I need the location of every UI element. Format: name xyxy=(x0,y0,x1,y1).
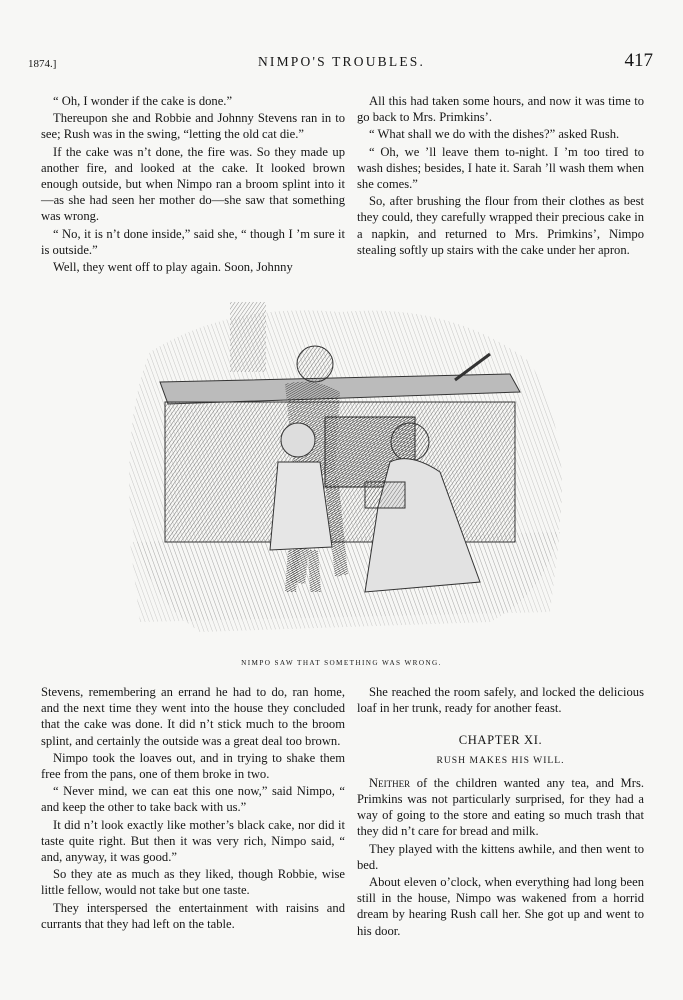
paragraph: They interspersed the entertainment with raisins and currants that they had left on the table. xyxy=(41,900,345,931)
page-number: 417 xyxy=(624,50,653,71)
lead-word: Neither xyxy=(369,775,411,790)
left-column-top xyxy=(41,93,345,276)
paragraph: Well, they went off to play again. Soon, Johnny xyxy=(53,260,293,275)
engraving-illustration xyxy=(110,292,580,648)
illustration-caption: NIMPO SAW THAT SOMETHING WAS WRONG. xyxy=(241,659,442,667)
running-title: NIMPO'S TROUBLES. xyxy=(257,54,426,69)
chapter-heading: CHAPTER XI. xyxy=(458,733,543,748)
paragraph: “ No, it is n’t done inside,” said she, “ though I ’m sure it is outside.” xyxy=(41,226,345,257)
paragraph-text: of the children wanted any tea, and Mrs. Primkins was not particularly surprised, for they had a way of going to the store and eating so much trash that they did n’t care for bread and milk. xyxy=(357,775,644,839)
chapter-subheading: RUSH MAKES HIS WILL. xyxy=(436,754,565,766)
paragraph: They played with the kittens awhile, and then went to bed. xyxy=(357,841,644,872)
paragraph: It did n’t look exactly like mother’s black cake, nor did it taste quite right. But then it was very rich, Nimpo said, “ and, anyway, it was good.” xyxy=(41,817,345,865)
paragraph: Thereupon she and Robbie and Johnny Stevens ran in to see; Rush was in the swing, “letting the old cat die.” xyxy=(41,111,345,142)
paragraph: About eleven o’clock, when everything had long been still in the house, Nimpo was wakened from a horrid dream by hearing Rush call her. She got up and went to his door. xyxy=(357,875,644,938)
paragraph: “ Never mind, we can eat this one now,” said Nimpo, “ and keep the other to take back with us.” xyxy=(41,784,345,815)
paragraph: Stevens, remembering an errand he had to do, ran home, and the next time they went into the house they concluded that the cake was done. It did n’t stick much to the broom splint, and certainly the outside was a great deal too brown. xyxy=(41,685,345,748)
paragraph: All this had taken some hours, and now it was time to go back to Mrs. Primkins’. xyxy=(357,94,644,125)
paragraph: “ What shall we do with the dishes?” asked Rush. xyxy=(369,127,620,142)
right-column-top xyxy=(357,93,644,259)
paragraph: If the cake was n’t done, the fire was. So they made up another fire, and looked at the cake. It looked brown enough outside, but when Nimpo ran a broom splint into it—as she had seen her mother do—she saw that something was wrong. xyxy=(41,144,345,224)
paragraph: “ Oh, I wonder if the cake is done.” xyxy=(53,94,233,108)
paragraph: “ Oh, we ’ll leave them to-night. I ’m too tired to wash dishes; besides, I hate it. Sarah ’ll wash them when she comes.” xyxy=(357,144,644,192)
running-header xyxy=(28,50,655,76)
paragraph: Nimpo took the loaves out, and in trying to shake them free from the pans, one of them broke in two. xyxy=(41,750,345,782)
paragraph xyxy=(357,775,644,840)
paragraph: So they ate as much as they liked, though Robbie, wise little fellow, would not take but one taste. xyxy=(41,867,345,898)
right-column-bottom xyxy=(357,684,644,940)
issue-date: 1874.] xyxy=(28,58,57,70)
left-column-bottom xyxy=(41,684,345,933)
paragraph: She reached the room safely, and locked the delicious loaf in her trunk, ready for another feast. xyxy=(357,685,644,716)
paragraph: So, after brushing the flour from their clothes as best they could, they carefully wrapped their precious cake in a napkin, and returned to Mrs. Primkins’, Nimpo stealing softly up stairs with the cake under her apron. xyxy=(357,194,644,257)
